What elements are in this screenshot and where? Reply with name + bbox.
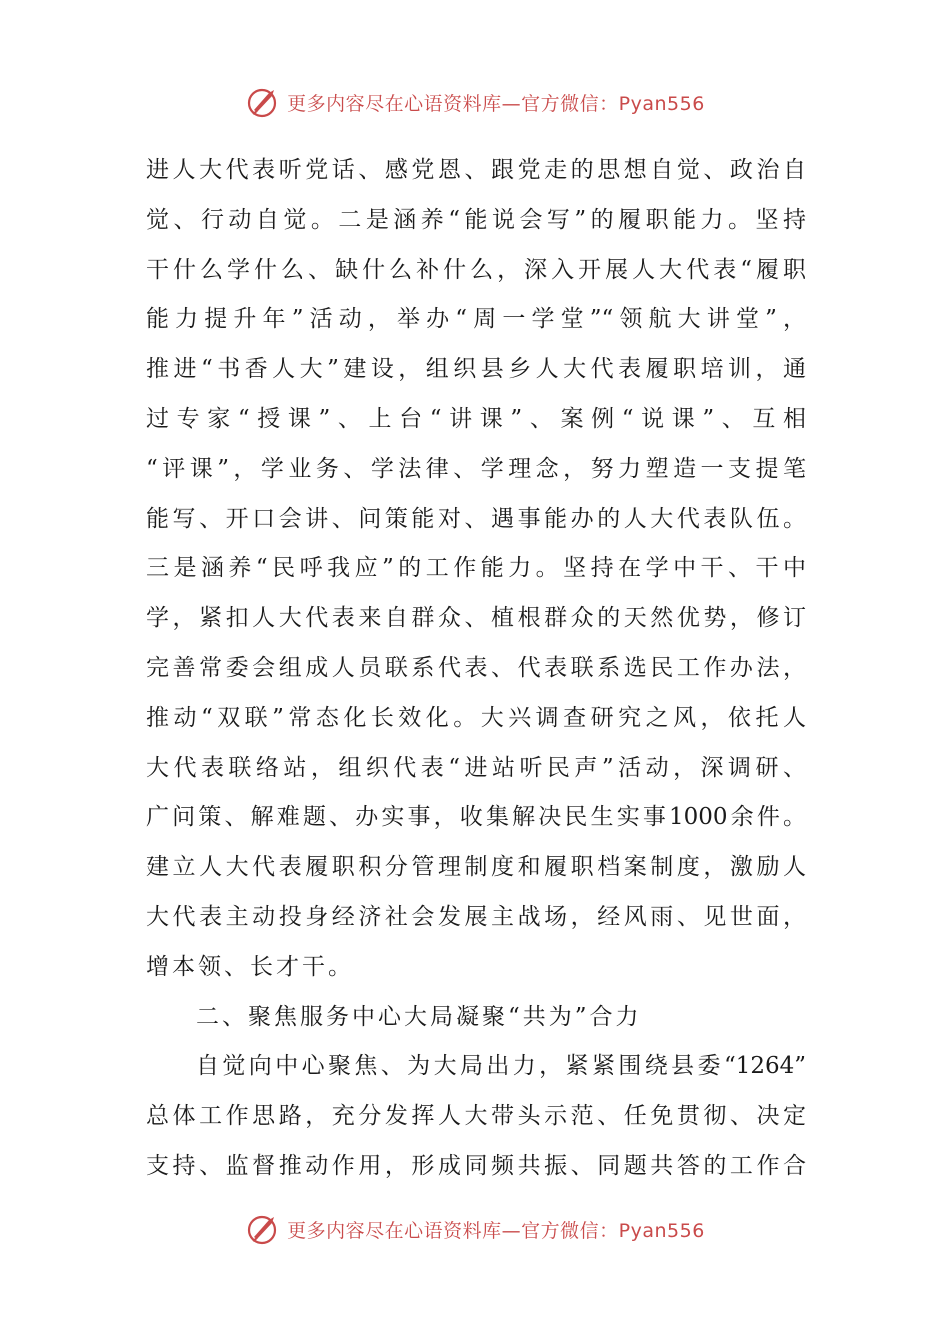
- text-line: 自觉向中心聚焦、为大局出力，紧紧围绕县委“1264”: [196, 1053, 806, 1080]
- text-line: 推进“书香人大”建设，组织县乡人大代表履职培训，通: [146, 356, 806, 383]
- pen-logo-icon: [245, 1211, 283, 1247]
- footer-watermark: [0, 1209, 950, 1249]
- text-line: 大代表联络站，组织代表“进站听民声”活动，深调研、: [146, 754, 806, 781]
- header-watermark: [0, 82, 950, 122]
- text-line: 学，紧扣人大代表来自群众、植根群众的天然优势，修订: [146, 605, 806, 632]
- text-line: 过专家“授课”、上台“讲课”、案例“说课”、互相: [146, 405, 806, 432]
- text-line: 能力提升年”活动，举办“周一学堂”“领航大讲堂”，: [146, 306, 806, 333]
- watermark-text: 更多内容尽在心语资料库—官方微信：Pyan556: [287, 1219, 705, 1242]
- pen-logo-icon: [245, 84, 283, 120]
- text-line: 能写、开口会讲、问策能对、遇事能办的人大代表队伍。: [146, 505, 806, 532]
- text-line: 支持、监督推动作用，形成同频共振、同题共答的工作合: [146, 1152, 806, 1179]
- watermark-text: 更多内容尽在心语资料库—官方微信：Pyan556: [287, 92, 705, 115]
- text-line: 推动“双联”常态化长效化。大兴调查研究之风，依托人: [146, 704, 806, 731]
- text-line: 增本领、长才干。: [146, 953, 354, 980]
- text-line: 总体工作思路，充分发挥人大带头示范、任免贯彻、决定: [146, 1103, 806, 1130]
- paragraph-1: [146, 146, 806, 993]
- text-line: 干什么学什么、缺什么补什么，深入开展人大代表“履职: [146, 256, 806, 283]
- document-body: [146, 146, 806, 1192]
- section-heading: 二、聚焦服务中心大局凝聚“共为”合力: [196, 1003, 642, 1030]
- paragraph-2: [146, 1042, 806, 1191]
- text-line: “评课”，学业务、学法律、学理念，努力塑造一支提笔: [146, 455, 806, 482]
- text-line: 觉、行动自觉。二是涵养“能说会写”的履职能力。坚持: [146, 206, 806, 233]
- text-line: 建立人大代表履职积分管理制度和履职档案制度，激励人: [146, 854, 806, 881]
- text-line: 广问策、解难题、办实事，收集解决民生实事1000余件。: [146, 804, 806, 831]
- text-line: 完善常委会组成人员联系代表、代表联系选民工作办法，: [146, 654, 806, 681]
- text-line: 进人大代表听党话、感党恩、跟党走的思想自觉、政治自: [146, 157, 806, 183]
- text-line: 三是涵养“民呼我应”的工作能力。坚持在学中干、干中: [146, 555, 806, 582]
- text-line: 大代表主动投身经济社会发展主战场，经风雨、见世面，: [146, 903, 806, 930]
